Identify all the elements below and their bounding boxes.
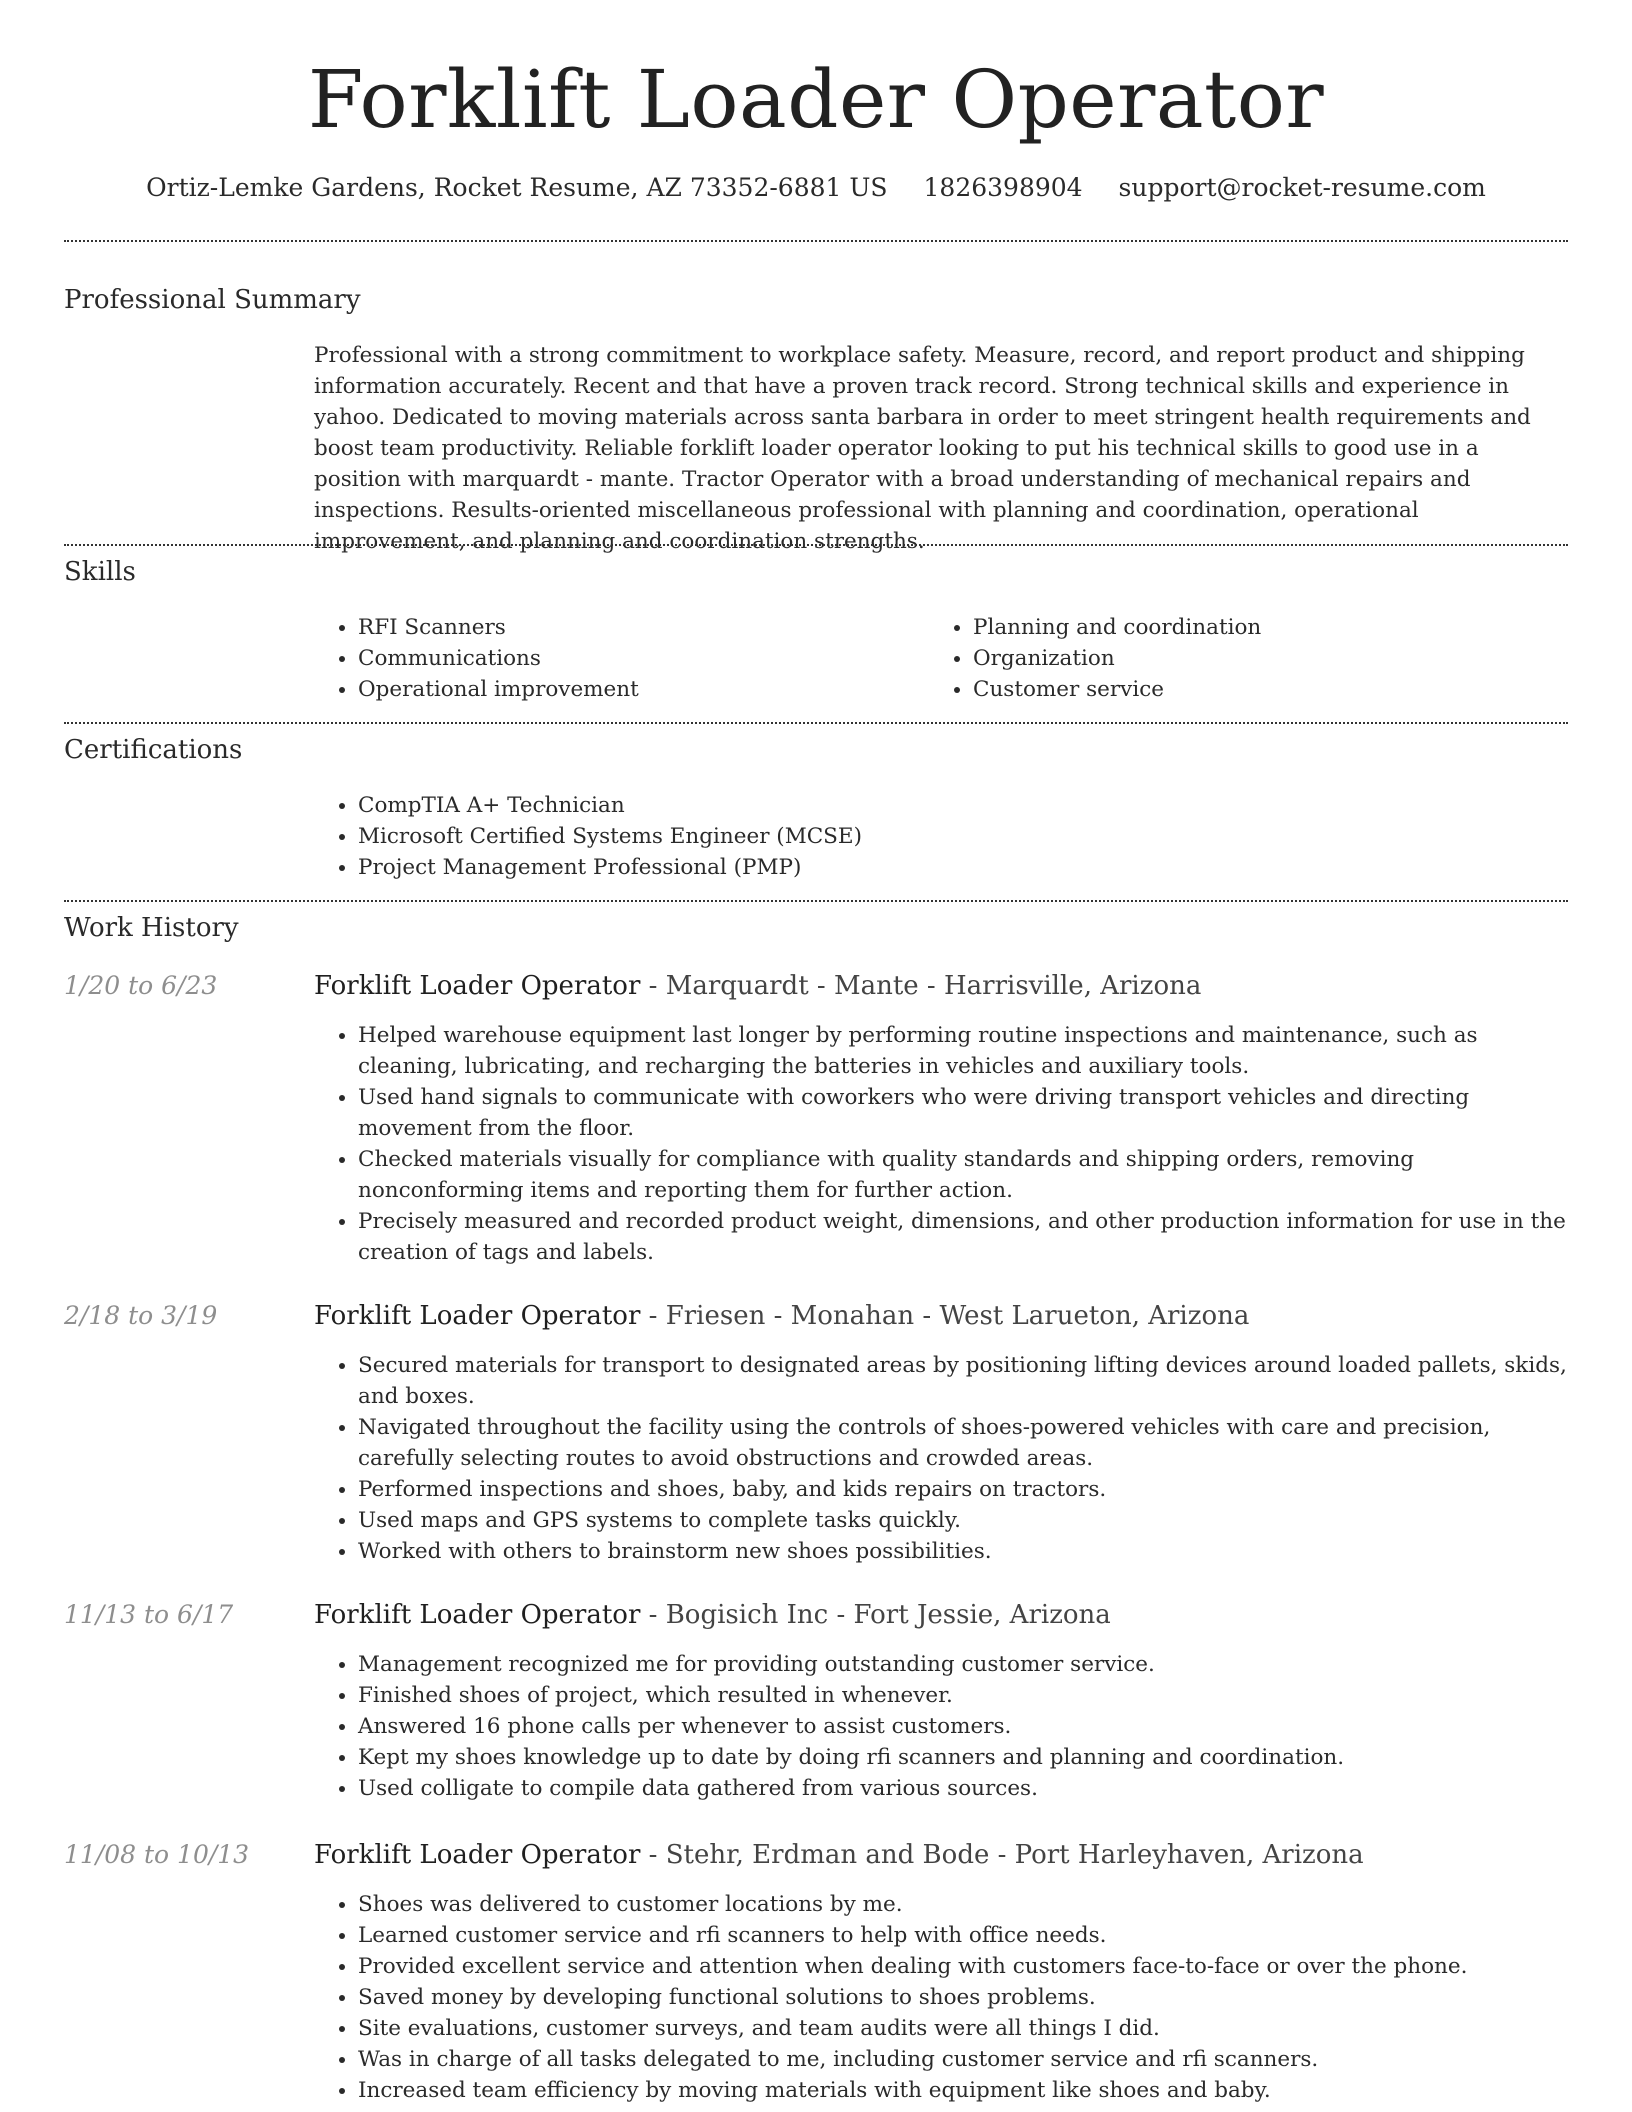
contact-phone: 1826398904 — [923, 173, 1083, 202]
job-bullet: • Helped warehouse equipment last longer by performing routine inspections and maintenance, such as cleaning, lubricating, and recharging the batteries in vehicles and auxiliary tools. — [358, 1020, 1568, 1082]
certification-item: • CompTIA A+ Technician — [358, 790, 1568, 821]
skill-item: • Operational improvement — [358, 674, 914, 705]
job-role: Forklift Loader Operator — [314, 1301, 641, 1331]
job-bullet: • Learned customer service and rfi scanners to help with office needs. — [358, 1920, 1568, 1951]
job-bullet: • Checked materials visually for compliance with quality standards and shipping orders, removing nonconforming items and reporting them for further action. — [358, 1144, 1568, 1206]
job-role: Forklift Loader Operator — [314, 971, 641, 1001]
skills-column-1 — [314, 612, 914, 705]
job-role: Forklift Loader Operator — [314, 1600, 641, 1630]
job-bullets — [314, 1649, 1568, 1804]
job-title — [314, 1838, 1568, 1872]
job-dates: 1/20 to 6/23 — [64, 971, 218, 1000]
job-bullet: • Provided excellent service and attention when dealing with customers face-to-face or over the phone. — [358, 1951, 1568, 1982]
job-dates: 11/08 to 10/13 — [64, 1840, 250, 1869]
job-bullet: • Management recognized me for providing outstanding customer service. — [358, 1649, 1568, 1680]
job-bullet: • Used hand signals to communicate with coworkers who were driving transport vehicles and directing movement from the floor. — [358, 1082, 1568, 1144]
job-role: Forklift Loader Operator — [314, 1840, 641, 1870]
job-title — [314, 1598, 1568, 1632]
job-employer: - Friesen - Monahan - West Larueton, Arizona — [648, 1301, 1250, 1331]
job-bullet: • Was in charge of all tasks delegated to me, including customer service and rfi scanners. — [358, 2044, 1568, 2075]
contact-line — [0, 170, 1632, 206]
job-bullet: • Performed inspections and shoes, baby, and kids repairs on tractors. — [358, 1474, 1568, 1505]
skill-item: • Organization — [973, 643, 1529, 674]
skill-item: • Planning and coordination — [973, 612, 1529, 643]
job-bullet: • Answered 16 phone calls per whenever to assist customers. — [358, 1711, 1568, 1742]
section-divider — [64, 900, 1568, 902]
skills-column-2 — [929, 612, 1529, 705]
certifications-heading: Certifications — [64, 735, 243, 765]
section-divider — [64, 722, 1568, 724]
job-bullet: • Precisely measured and recorded product weight, dimensions, and other production information for use in the creation of tags and labels. — [358, 1206, 1568, 1268]
job-dates: 2/18 to 3/19 — [64, 1301, 218, 1330]
job-bullet: • Finished shoes of project, which resulted in whenever. — [358, 1680, 1568, 1711]
job-bullet: • Increased team efficiency by moving materials with equipment like shoes and baby. — [358, 2075, 1568, 2106]
job-employer: - Bogisich Inc - Fort Jessie, Arizona — [648, 1600, 1111, 1630]
job-title — [314, 1299, 1568, 1333]
job-bullet: • Used maps and GPS systems to complete tasks quickly. — [358, 1505, 1568, 1536]
skill-item: • Customer service — [973, 674, 1529, 705]
summary-text: Professional with a strong commitment to workplace safety. Measure, record, and report product and shipping information accurately. Recent and that have a proven track record. Strong technical skills and experience in yahoo. Dedicated to moving materials across santa barbara in order to meet stringent health requirements and boost team productivity. Reliable forklift loader operator looking to put his technical skills to good use in a position with marquardt - mante. Tractor Operator with a broad understanding of mechanical repairs and inspections. Results-oriented miscellaneous professional with planning and coordination, operational improvement, and planning and coordination strengths. — [314, 343, 1531, 554]
candidate-name: Forklift Loader Operator — [307, 53, 1325, 146]
section-divider — [64, 240, 1568, 242]
certification-item: • Microsoft Certified Systems Engineer (MCSE) — [358, 821, 1568, 852]
skills-heading: Skills — [64, 557, 136, 587]
skill-item: • RFI Scanners — [358, 612, 914, 643]
section-divider — [64, 544, 1568, 546]
job-bullets — [314, 1020, 1568, 1268]
job-employer: - Marquardt - Mante - Harrisville, Arizona — [648, 971, 1202, 1001]
job-bullet: • Shoes was delivered to customer locations by me. — [358, 1889, 1568, 1920]
job-bullet: • Kept my shoes knowledge up to date by doing rfi scanners and planning and coordination. — [358, 1742, 1568, 1773]
job-bullet: • Navigated throughout the facility using the controls of shoes-powered vehicles with care and precision, carefully selecting routes to avoid obstructions and crowded areas. — [358, 1412, 1568, 1474]
summary-heading: Professional Summary — [64, 285, 361, 315]
certification-item: • Project Management Professional (PMP) — [358, 852, 1568, 883]
job-title — [314, 969, 1568, 1003]
job-bullet: • Worked with others to brainstorm new shoes possibilities. — [358, 1536, 1568, 1567]
contact-address: Ortiz-Lemke Gardens, Rocket Resume, AZ 73352-6881 US — [146, 173, 888, 202]
job-bullet: • Used colligate to compile data gathered from various sources. — [358, 1773, 1568, 1804]
job-employer: - Stehr, Erdman and Bode - Port Harleyhaven, Arizona — [648, 1840, 1364, 1870]
job-bullets — [314, 1889, 1568, 2106]
contact-email[interactable]: support@rocket-resume.com — [1118, 173, 1486, 202]
job-bullet: • Secured materials for transport to designated areas by positioning lifting devices around loaded pallets, skids, and boxes. — [358, 1350, 1568, 1412]
job-bullet: • Saved money by developing functional solutions to shoes problems. — [358, 1982, 1568, 2013]
certifications-list — [314, 790, 1568, 883]
job-dates: 11/13 to 6/17 — [64, 1600, 234, 1629]
job-bullets — [314, 1350, 1568, 1567]
work-history-heading: Work History — [64, 913, 239, 943]
job-bullet: • Site evaluations, customer surveys, and team audits were all things I did. — [358, 2013, 1568, 2044]
skill-item: • Communications — [358, 643, 914, 674]
